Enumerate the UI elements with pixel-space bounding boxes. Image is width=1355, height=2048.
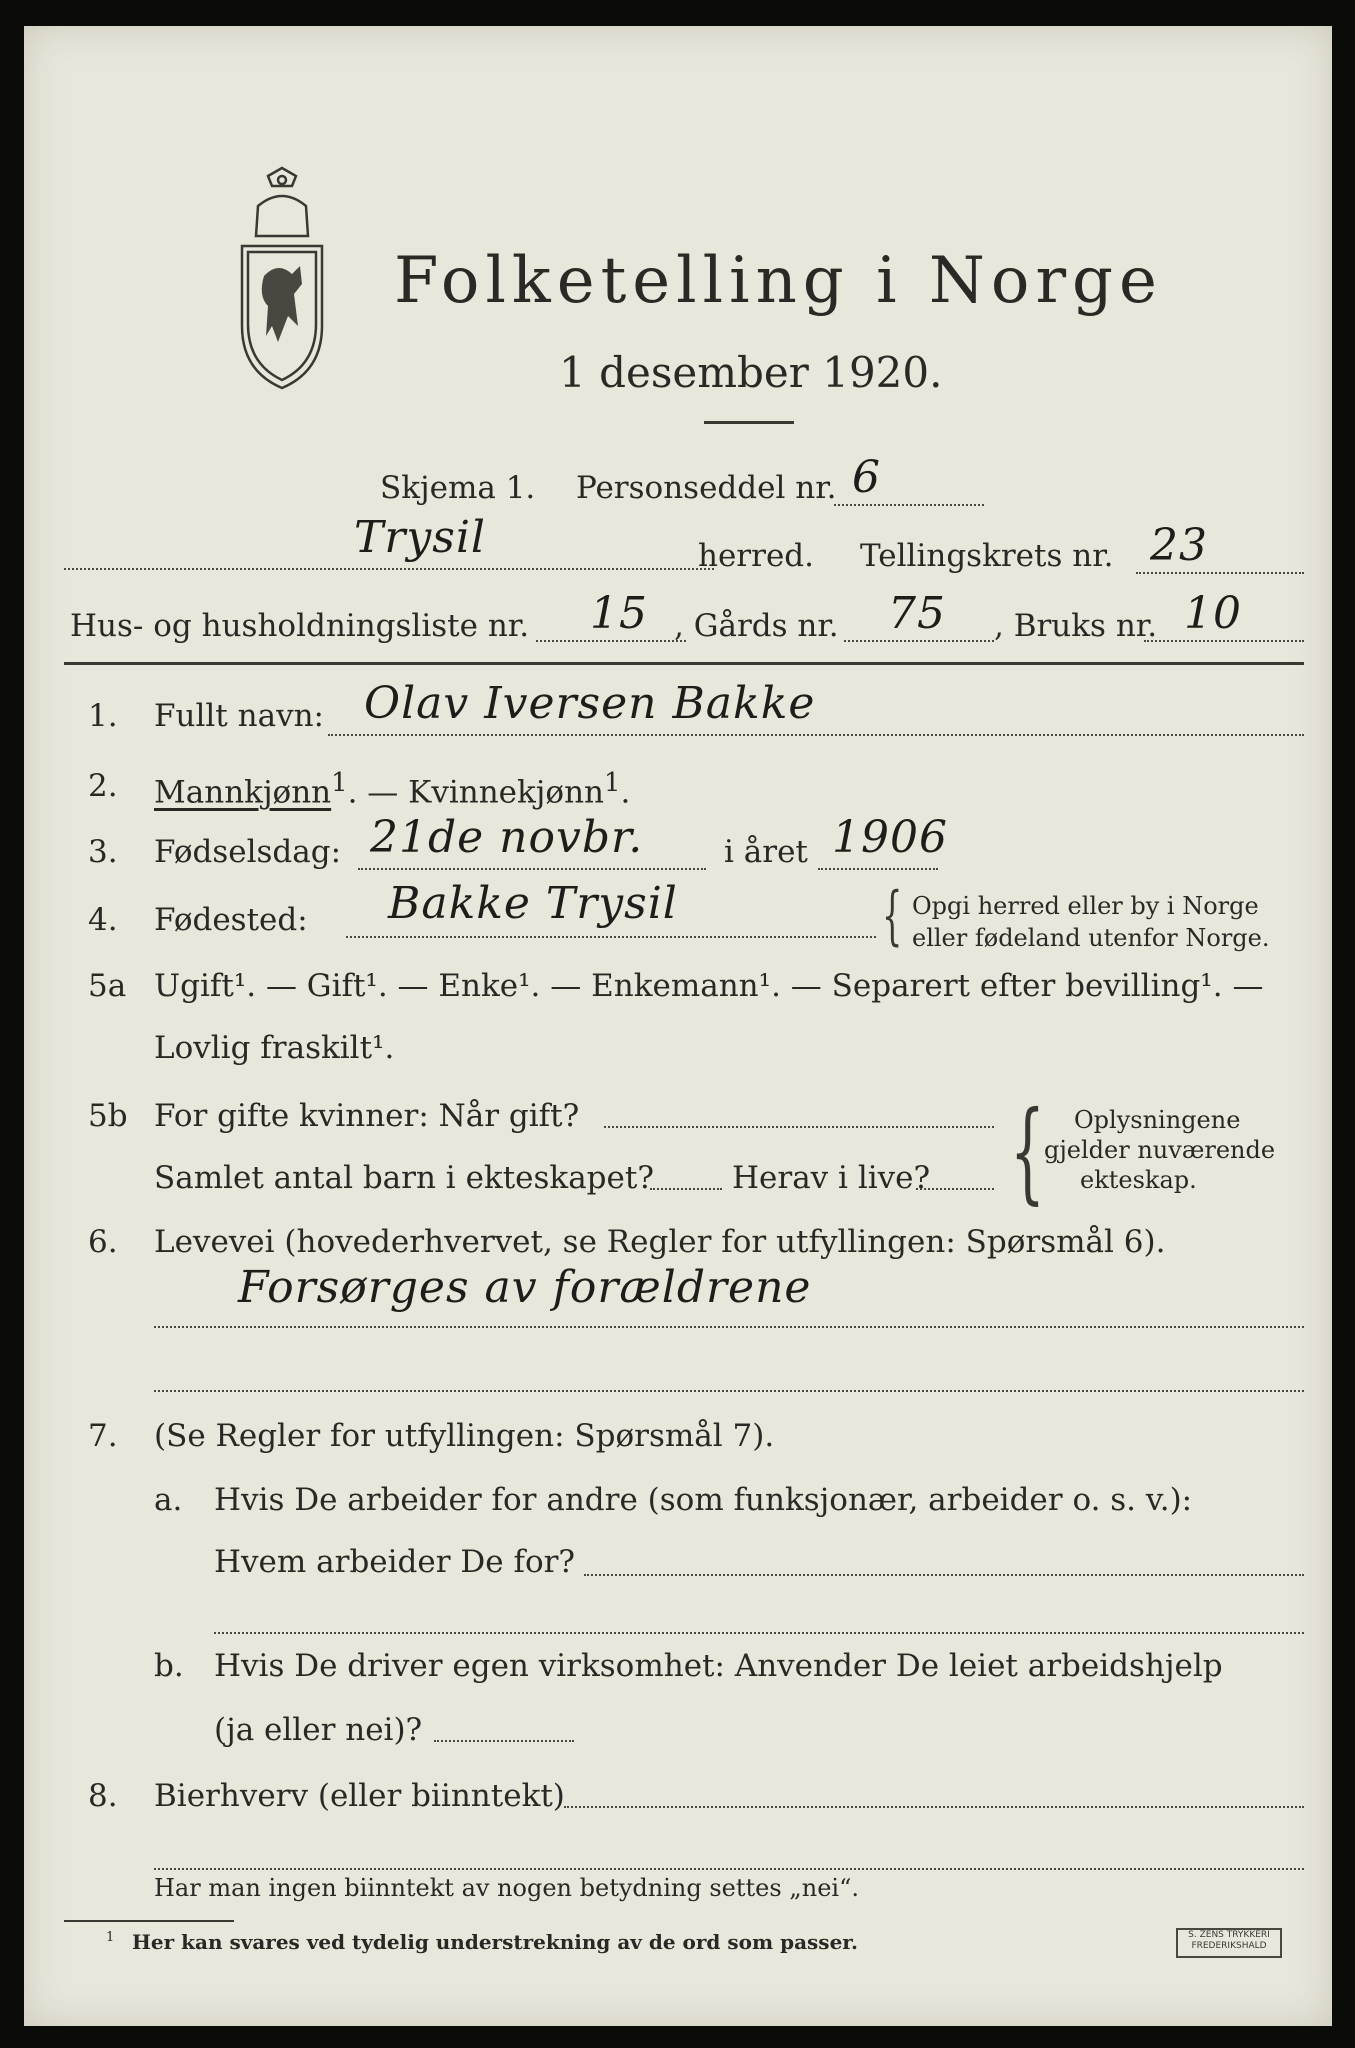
tellingskrets-value[interactable]: 23 [1150,520,1208,571]
tellingskrets-label: Tellingskrets nr. [860,538,1114,574]
tellingskrets-line [1136,572,1304,574]
birthday-value[interactable]: 21de novbr. [370,812,644,863]
title-divider [704,421,794,424]
bruks-label: , Bruks nr. [994,608,1158,644]
q6-number: 6. [88,1224,118,1260]
skjema-label: Skjema 1. [380,470,536,506]
personseddel-line [834,504,984,506]
sex-male-option[interactable]: Mannkjønn [154,774,332,811]
header-rule [64,662,1304,665]
alive-line [916,1188,994,1190]
q4-label: Fødested: [154,902,308,938]
children-line [650,1188,722,1190]
footnote-mark: 1 [106,1930,115,1945]
q7b-letter: b. [154,1648,184,1684]
q4-brace: { [882,879,903,953]
q7b-line-2: (ja eller nei)? [214,1712,423,1748]
side-income-line-1 [564,1806,1304,1808]
bruks-line [1144,640,1304,642]
hired-help-line [434,1740,574,1742]
hus-value[interactable]: 15 [590,588,648,639]
birthday-line [358,868,706,870]
q5b-note-2: gjelder nuværende [1044,1136,1276,1164]
form-date: 1 desember 1920. [559,348,943,397]
q5b-children-label: Samlet antal barn i ekteskapet? [154,1160,654,1196]
occupation-value[interactable]: Forsørges av forældrene [238,1262,812,1313]
gards-line [844,640,994,642]
occupation-line-2 [154,1390,1304,1392]
no-income-note: Har man ingen biinntekt av nogen betydning settes „nei“. [154,1874,859,1902]
q8-number: 8. [88,1778,118,1814]
form-title: Folketelling i Norge [394,244,1163,318]
q7a-letter: a. [154,1482,183,1518]
gards-label: , Gårds nr. [674,608,839,644]
q7a-line-2: Hvem arbeider De for? [214,1544,576,1580]
q4-number: 4. [88,902,118,938]
herred-label: herred. [698,538,814,574]
marital-status-options[interactable]: Ugift¹. — Gift¹. — Enke¹. — Enkemann¹. — Separert efter bevilling¹. — [154,968,1264,1004]
footnote-ref: 1 [331,768,348,798]
q5b-note-3: ekteskap. [1080,1166,1197,1194]
herred-value[interactable]: Trysil [354,512,486,563]
birth-year-value[interactable]: 1906 [832,812,948,863]
q4-note-1: Opgi herred eller by i Norge [912,892,1259,920]
full-name-value[interactable]: Olav Iversen Bakke [364,678,816,729]
q8-label: Bierhverv (eller biinntekt) [154,1778,565,1814]
q3-number: 3. [88,834,118,870]
q7-label: (Se Regler for utfyllingen: Spørsmål 7). [154,1418,775,1454]
sex-options [154,768,630,810]
bruks-value[interactable]: 10 [1184,588,1242,639]
herred-line [64,568,714,570]
census-form-page [24,26,1332,2026]
birth-year-line [818,868,938,870]
q3-label: Fødselsdag: [154,834,342,870]
q1-number: 1. [88,698,118,734]
q5b-note-1: Oplysningene [1074,1106,1241,1134]
gards-value[interactable]: 75 [888,588,946,639]
side-income-line-2 [154,1868,1304,1870]
q4-note-2: eller fødeland utenfor Norge. [912,924,1270,952]
footnote-text: Her kan svares ved tydelig understrekning av de ord som passer. [132,1930,858,1954]
q7a-line-1: Hvis De arbeider for andre (som funksjonær, arbeider o. s. v.): [214,1482,1193,1518]
employer-line-2 [214,1632,1304,1634]
personseddel-label: Personseddel nr. [576,470,837,506]
sex-separator: . — [347,774,409,811]
footnote-rule [64,1920,234,1922]
marital-status-divorced[interactable]: Lovlig fraskilt¹. [154,1030,395,1066]
sex-female-option[interactable]: Kvinnekjønn [408,774,605,811]
employer-line-1 [584,1574,1304,1576]
q5b-number: 5b [88,1098,128,1134]
married-when-line [604,1126,994,1128]
q2-number: 2. [88,768,118,804]
sex-end: . [620,774,631,811]
occupation-line-1 [154,1326,1304,1328]
hus-label: Hus- og husholdningsliste nr. [70,608,530,644]
q5b-alive-label: Herav i live? [732,1160,931,1196]
birthplace-value[interactable]: Bakke Trysil [388,878,678,929]
footnote-ref: 1 [604,768,621,798]
q6-label: Levevei (hovederhvervet, se Regler for utfyllingen: Spørsmål 6). [154,1224,1166,1260]
personseddel-value[interactable]: 6 [852,452,881,503]
year-label: i året [724,834,808,870]
printer-stamp: S. ZENS TRYKKERI FREDERIKSHALD [1176,1928,1282,1958]
coat-of-arms-icon [228,166,336,394]
hus-line [536,640,686,642]
q5b-married-when-label: For gifte kvinner: Når gift? [154,1098,580,1134]
q1-label: Fullt navn: [154,698,324,734]
q5b-brace: { [1010,1087,1045,1215]
q7-number: 7. [88,1418,118,1454]
q7b-line-1: Hvis De driver egen virksomhet: Anvender De leiet arbeidshjelp [214,1648,1223,1684]
birthplace-line [346,936,876,938]
full-name-line [328,734,1304,736]
q5a-number: 5a [88,968,127,1004]
